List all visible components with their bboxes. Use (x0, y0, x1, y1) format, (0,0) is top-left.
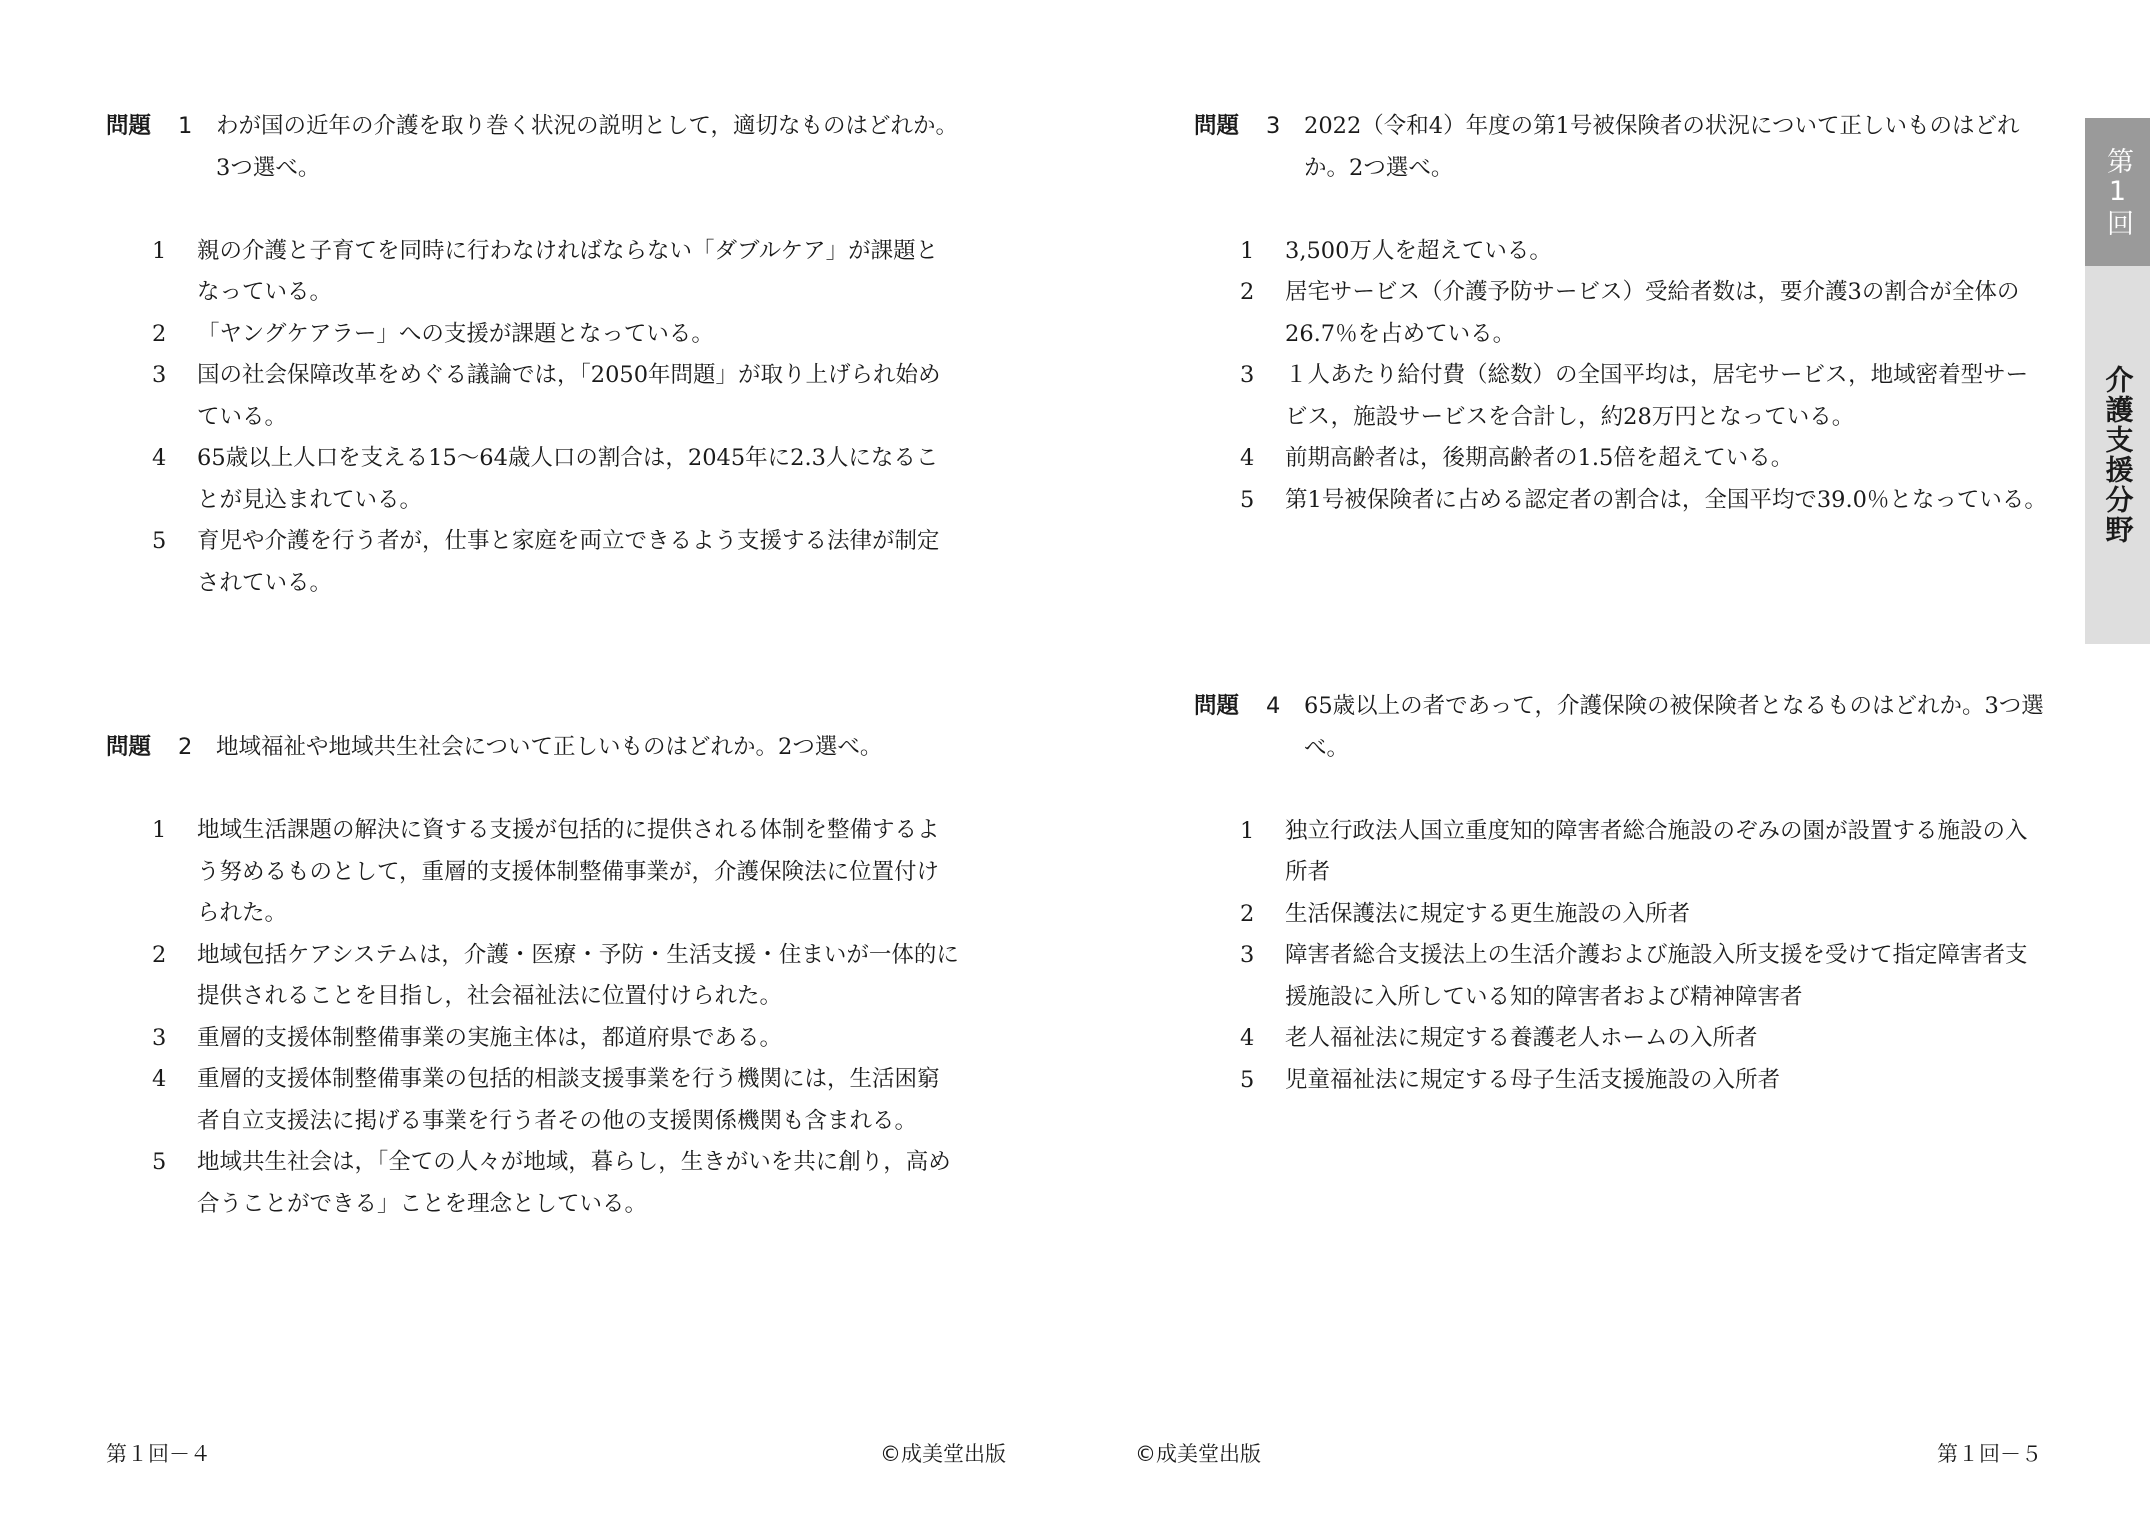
choice-text: 第1号被保険者に占める認定者の割合は，全国平均で39.0％となっている。 (1285, 486, 2047, 513)
page-number: 第１回－５ (1937, 1442, 2042, 1466)
right-page (1075, 0, 2150, 1518)
choice-text: 育児や介護を行う者が，仕事と家庭を両立できるよう支援する法律が制定されている。 (197, 528, 940, 596)
question-3 (1194, 106, 2048, 521)
choice-text: 3,500万人を超えている。 (1285, 237, 1552, 264)
choice-number: 1 (152, 817, 167, 843)
choice-number: 3 (1240, 942, 1255, 968)
question-4 (1194, 686, 2048, 1101)
choice-item (106, 521, 960, 604)
choice-number: 4 (1240, 1025, 1255, 1051)
choice-number: 3 (152, 362, 167, 388)
choice-item (1194, 272, 2048, 355)
choice-item (1194, 231, 2048, 273)
choice-number: 1 (1240, 237, 1255, 264)
choice-list (106, 810, 960, 1225)
choice-text: 65歳以上人口を支える15～64歳人口の割合は，2045年に2.3人になることが見込まれている。 (197, 445, 939, 513)
question-label: 問題 (106, 734, 152, 760)
choice-text: 独立行政法人国立重度知的障害者総合施設のぞみの園が設置する施設の入所者 (1285, 817, 2028, 885)
choice-text: 「ヤングケアラー」への支援が課題となっている。 (197, 320, 714, 347)
choice-text: 老人福祉法に規定する養護老人ホームの入所者 (1285, 1025, 1758, 1051)
choice-item (1194, 811, 2048, 894)
page-number: 第１回－４ (106, 1442, 211, 1466)
choice-item (1194, 1060, 2048, 1102)
choice-text: 障害者総合支援法上の生活介護および施設入所支援を受けて指定障害者支援施設に入所している知的障害者および精神障害者 (1285, 942, 2028, 1010)
choice-number: 5 (152, 528, 167, 554)
choice-item (106, 810, 960, 935)
choice-item (1194, 894, 2048, 936)
choice-text: 地域共生社会は，「全ての人々が地域，暮らし，生きがいを共に創り，高め合うことができる」ことを理念としている。 (197, 1149, 951, 1217)
choice-text: 重層的支援体制整備事業の実施主体は，都道府県である。 (197, 1024, 783, 1051)
choice-number: 4 (152, 1066, 167, 1092)
choice-item (106, 1059, 960, 1142)
copyright: ©成美堂出版 (880, 1442, 1006, 1466)
choice-item (1194, 480, 2048, 522)
choice-item (106, 1018, 960, 1060)
choice-text: 地域生活課題の解決に資する支援が包括的に提供される体制を整備するよう努めるものとして，重層的支援体制整備事業が，介護保険法に位置付けられた。 (197, 817, 940, 926)
question-header (106, 727, 960, 769)
choice-text: 前期高齢者は，後期高齢者の1.5倍を超えている。 (1285, 445, 1794, 471)
question-label: 問題 (106, 113, 152, 139)
question-header (1194, 686, 2048, 769)
choice-number: 3 (152, 1024, 167, 1051)
choice-number: 5 (1240, 486, 1255, 513)
choice-item (1194, 355, 2048, 438)
choice-item (1194, 935, 2048, 1018)
choice-number: 2 (1240, 900, 1255, 927)
question-header (106, 106, 960, 189)
choice-item (106, 314, 960, 356)
question-1 (106, 106, 960, 604)
choice-text: １人あたり給付費（総数）の全国平均は，居宅サービス，地域密着型サービス，施設サービスを合計し，約28万円となっている。 (1285, 362, 2029, 430)
question-text: 2022（令和4）年度の第1号被保険者の状況について正しいものはどれか。2つ選べ。 (1304, 113, 2020, 181)
choice-number: 4 (152, 445, 167, 471)
choice-number: 5 (152, 1149, 167, 1175)
question-number: 2 (178, 734, 193, 760)
question-text: 地域福祉や地域共生社会について正しいものはどれか。2つ選べ。 (216, 734, 883, 760)
choice-list (1194, 231, 2048, 522)
question-label: 問題 (1194, 113, 1240, 139)
field-tab (2085, 266, 2150, 644)
choice-number: 2 (152, 320, 167, 347)
choice-text: 重層的支援体制整備事業の包括的相談支援事業を行う機関には，生活困窮者自立支援法に掲げる事業を行う者その他の支援関係機関も含まれる。 (197, 1066, 940, 1134)
choice-text: 児童福祉法に規定する母子生活支援施設の入所者 (1285, 1066, 1781, 1093)
copyright: ©成美堂出版 (1135, 1442, 1261, 1466)
question-2 (106, 727, 960, 1225)
round-tab-label: 第1回 (2102, 146, 2133, 238)
choice-number: 1 (1240, 817, 1255, 844)
question-text: 65歳以上の者であって，介護保険の被保険者となるものはどれか。3つ選べ。 (1304, 693, 2044, 761)
choice-item (106, 935, 960, 1018)
field-tab-label: 介護支援分野 (2101, 365, 2135, 545)
choice-list (1194, 811, 2048, 1102)
choice-item (106, 355, 960, 438)
choice-item (1194, 1018, 2048, 1060)
question-number: 4 (1266, 693, 1281, 719)
choice-number: 4 (1240, 445, 1255, 471)
choice-text: 地域包括ケアシステムは，介護・医療・予防・生活支援・住まいが一体的に提供されることを目指し，社会福祉法に位置付けられた。 (197, 941, 959, 1009)
choice-item (106, 438, 960, 521)
round-tab (2085, 118, 2150, 266)
choice-number: 2 (152, 941, 167, 968)
question-label: 問題 (1194, 693, 1240, 719)
choice-item (106, 231, 960, 314)
choice-number: 2 (1240, 279, 1255, 305)
choice-text: 居宅サービス（介護予防サービス）受給者数は，要介護3の割合が全体の26.7％を占めている。 (1285, 279, 2020, 347)
question-text: わが国の近年の介護を取り巻く状況の説明として，適切なものはどれか。3つ選べ。 (216, 113, 959, 181)
choice-item (106, 1142, 960, 1225)
question-number: 1 (178, 113, 193, 139)
choice-list (106, 231, 960, 605)
choice-number: 5 (1240, 1066, 1255, 1093)
choice-text: 国の社会保障改革をめぐる議論では，「2050年問題」が取り上げられ始めている。 (197, 362, 941, 430)
question-header (1194, 106, 2048, 189)
choice-item (1194, 438, 2048, 480)
question-number: 3 (1266, 113, 1281, 139)
choice-number: 3 (1240, 362, 1255, 388)
side-index-tabs (2085, 118, 2150, 644)
choice-text: 親の介護と子育てを同時に行わなければならない「ダブルケア」が課題となっている。 (197, 237, 939, 305)
choice-number: 1 (152, 237, 167, 264)
choice-text: 生活保護法に規定する更生施設の入所者 (1285, 900, 1691, 927)
